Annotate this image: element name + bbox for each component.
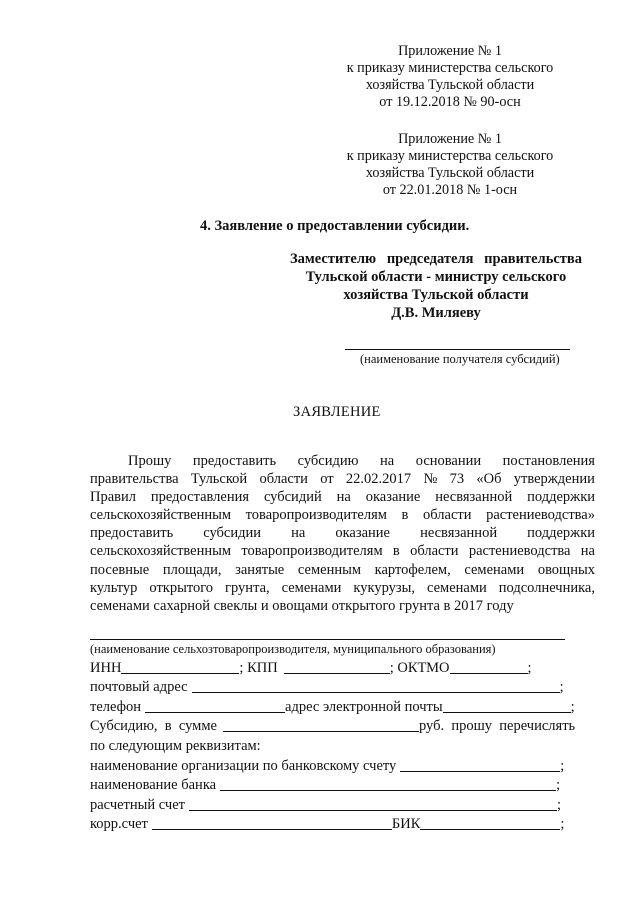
requisites-form xyxy=(90,657,595,833)
recipient-blank-line[interactable] xyxy=(345,349,570,350)
corr-bik-row xyxy=(90,814,595,834)
subsidy-row xyxy=(90,716,595,736)
annex-line: от 22.01.2018 № 1-осн xyxy=(382,182,518,198)
phone-email-row xyxy=(90,696,595,716)
annex-line: Приложение № 1 xyxy=(398,43,502,59)
requisites-label: по следующим реквизитам: xyxy=(90,737,261,754)
email-label: адрес электронной почты xyxy=(285,698,443,715)
addressee-word: правительства xyxy=(484,251,582,267)
row-end-semicolon: ; xyxy=(560,816,565,833)
bank-org-field[interactable] xyxy=(400,758,560,772)
addressee-line-1 xyxy=(290,250,582,268)
addressee-line-4: Д.В. Миляеву xyxy=(391,305,481,321)
row-end-semicolon: ; xyxy=(559,679,564,696)
row-end-semicolon: ; xyxy=(557,796,562,813)
annex-block-1 xyxy=(330,43,570,111)
annex-line: хозяйства Тульской области xyxy=(365,165,535,181)
bank-name-label: наименование банка xyxy=(90,777,217,794)
annex-line: к приказу министерства сельского xyxy=(346,148,554,164)
addressee-line-3: хозяйства Тульской области xyxy=(343,287,529,303)
body-line: Правил предоставления субсидий на оказание несвязанной поддержки xyxy=(90,489,595,506)
bank-name-field[interactable] xyxy=(220,777,556,791)
body-line: сельскохозяйственным товаропроизводителям в области растениеводства на xyxy=(90,543,595,560)
document-title: ЗАЯВЛЕНИЕ xyxy=(293,404,381,420)
account-field[interactable] xyxy=(189,797,557,811)
body-line: предоставить субсидии на оказание несвязанной поддержки xyxy=(90,525,595,542)
address-label: почтовый адрес xyxy=(90,679,188,696)
address-row xyxy=(90,677,595,697)
annex-line: Приложение № 1 xyxy=(398,131,502,147)
subsidy-tail: руб. прошу перечислять xyxy=(418,718,576,735)
corr-field[interactable] xyxy=(152,816,392,830)
recipient-caption: (наименование получателя субсидий) xyxy=(360,352,560,366)
addressee-block xyxy=(290,250,582,322)
annex-line: к приказу министерства сельского xyxy=(346,60,554,76)
row-end-semicolon: ; xyxy=(570,698,575,715)
body-line: Прошу предоставить субсидию на основании постановления xyxy=(128,453,595,469)
oktmo-label: ; ОКТМО xyxy=(389,659,450,676)
row-end-semicolon: ; xyxy=(527,659,532,676)
account-label: расчетный счет xyxy=(90,796,185,813)
phone-label: телефон xyxy=(90,698,142,715)
organization-blank-line[interactable] xyxy=(90,639,565,640)
email-field[interactable] xyxy=(443,699,571,713)
address-field[interactable] xyxy=(192,679,560,693)
bik-label: БИК xyxy=(391,816,421,833)
body-line: правительства Тульской области от 22.02.2017 № 73 «Об утверждении xyxy=(90,471,595,488)
bik-field[interactable] xyxy=(420,816,560,830)
bank-org-row xyxy=(90,755,595,775)
inn-label: ИНН xyxy=(90,659,122,676)
body-line: посевные площади, занятые семенным картофелем, семенами овощных xyxy=(90,561,595,578)
kpp-field[interactable] xyxy=(284,660,390,674)
requisites-row xyxy=(90,735,595,755)
row-end-semicolon: ; xyxy=(556,777,561,794)
bank-name-row xyxy=(90,775,595,795)
annex-line: от 19.12.2018 № 90-осн xyxy=(379,94,521,110)
annex-line: хозяйства Тульской области xyxy=(365,77,535,93)
organization-caption: (наименование сельхозтоваропроизводителя, муниципального образования) xyxy=(90,642,496,656)
account-row xyxy=(90,794,595,814)
addressee-word: председателя xyxy=(386,251,474,267)
addressee-word: Заместителю xyxy=(290,251,377,267)
section-title: 4. Заявление о предоставлении субсидии. xyxy=(200,218,470,234)
inn-field[interactable] xyxy=(121,660,239,674)
addressee-line-2: Тульской области - министру сельского xyxy=(305,269,567,285)
annex-block-2 xyxy=(330,131,570,199)
body-line: семенами сахарной свеклы и овощами открытого грунта в 2017 году xyxy=(90,597,514,614)
oktmo-field[interactable] xyxy=(450,660,528,674)
phone-field[interactable] xyxy=(145,699,285,713)
bank-org-label: наименование организации по банковскому счету xyxy=(90,757,397,774)
kpp-label: ; КПП xyxy=(239,659,278,676)
corr-label: корр.счет xyxy=(90,816,148,833)
inn-kpp-oktmo-row xyxy=(90,657,595,677)
statement-body xyxy=(90,452,595,615)
body-line: культур открытого грунта, семенами кукурузы, семенами подсолнечника, xyxy=(90,579,595,596)
body-line: сельскохозяйственным товаропроизводителям в области растениеводства» xyxy=(90,507,595,524)
subsidy-amount-field[interactable] xyxy=(223,718,419,732)
row-end-semicolon: ; xyxy=(560,757,565,774)
subsidy-label: Субсидию, в сумме xyxy=(90,718,217,735)
